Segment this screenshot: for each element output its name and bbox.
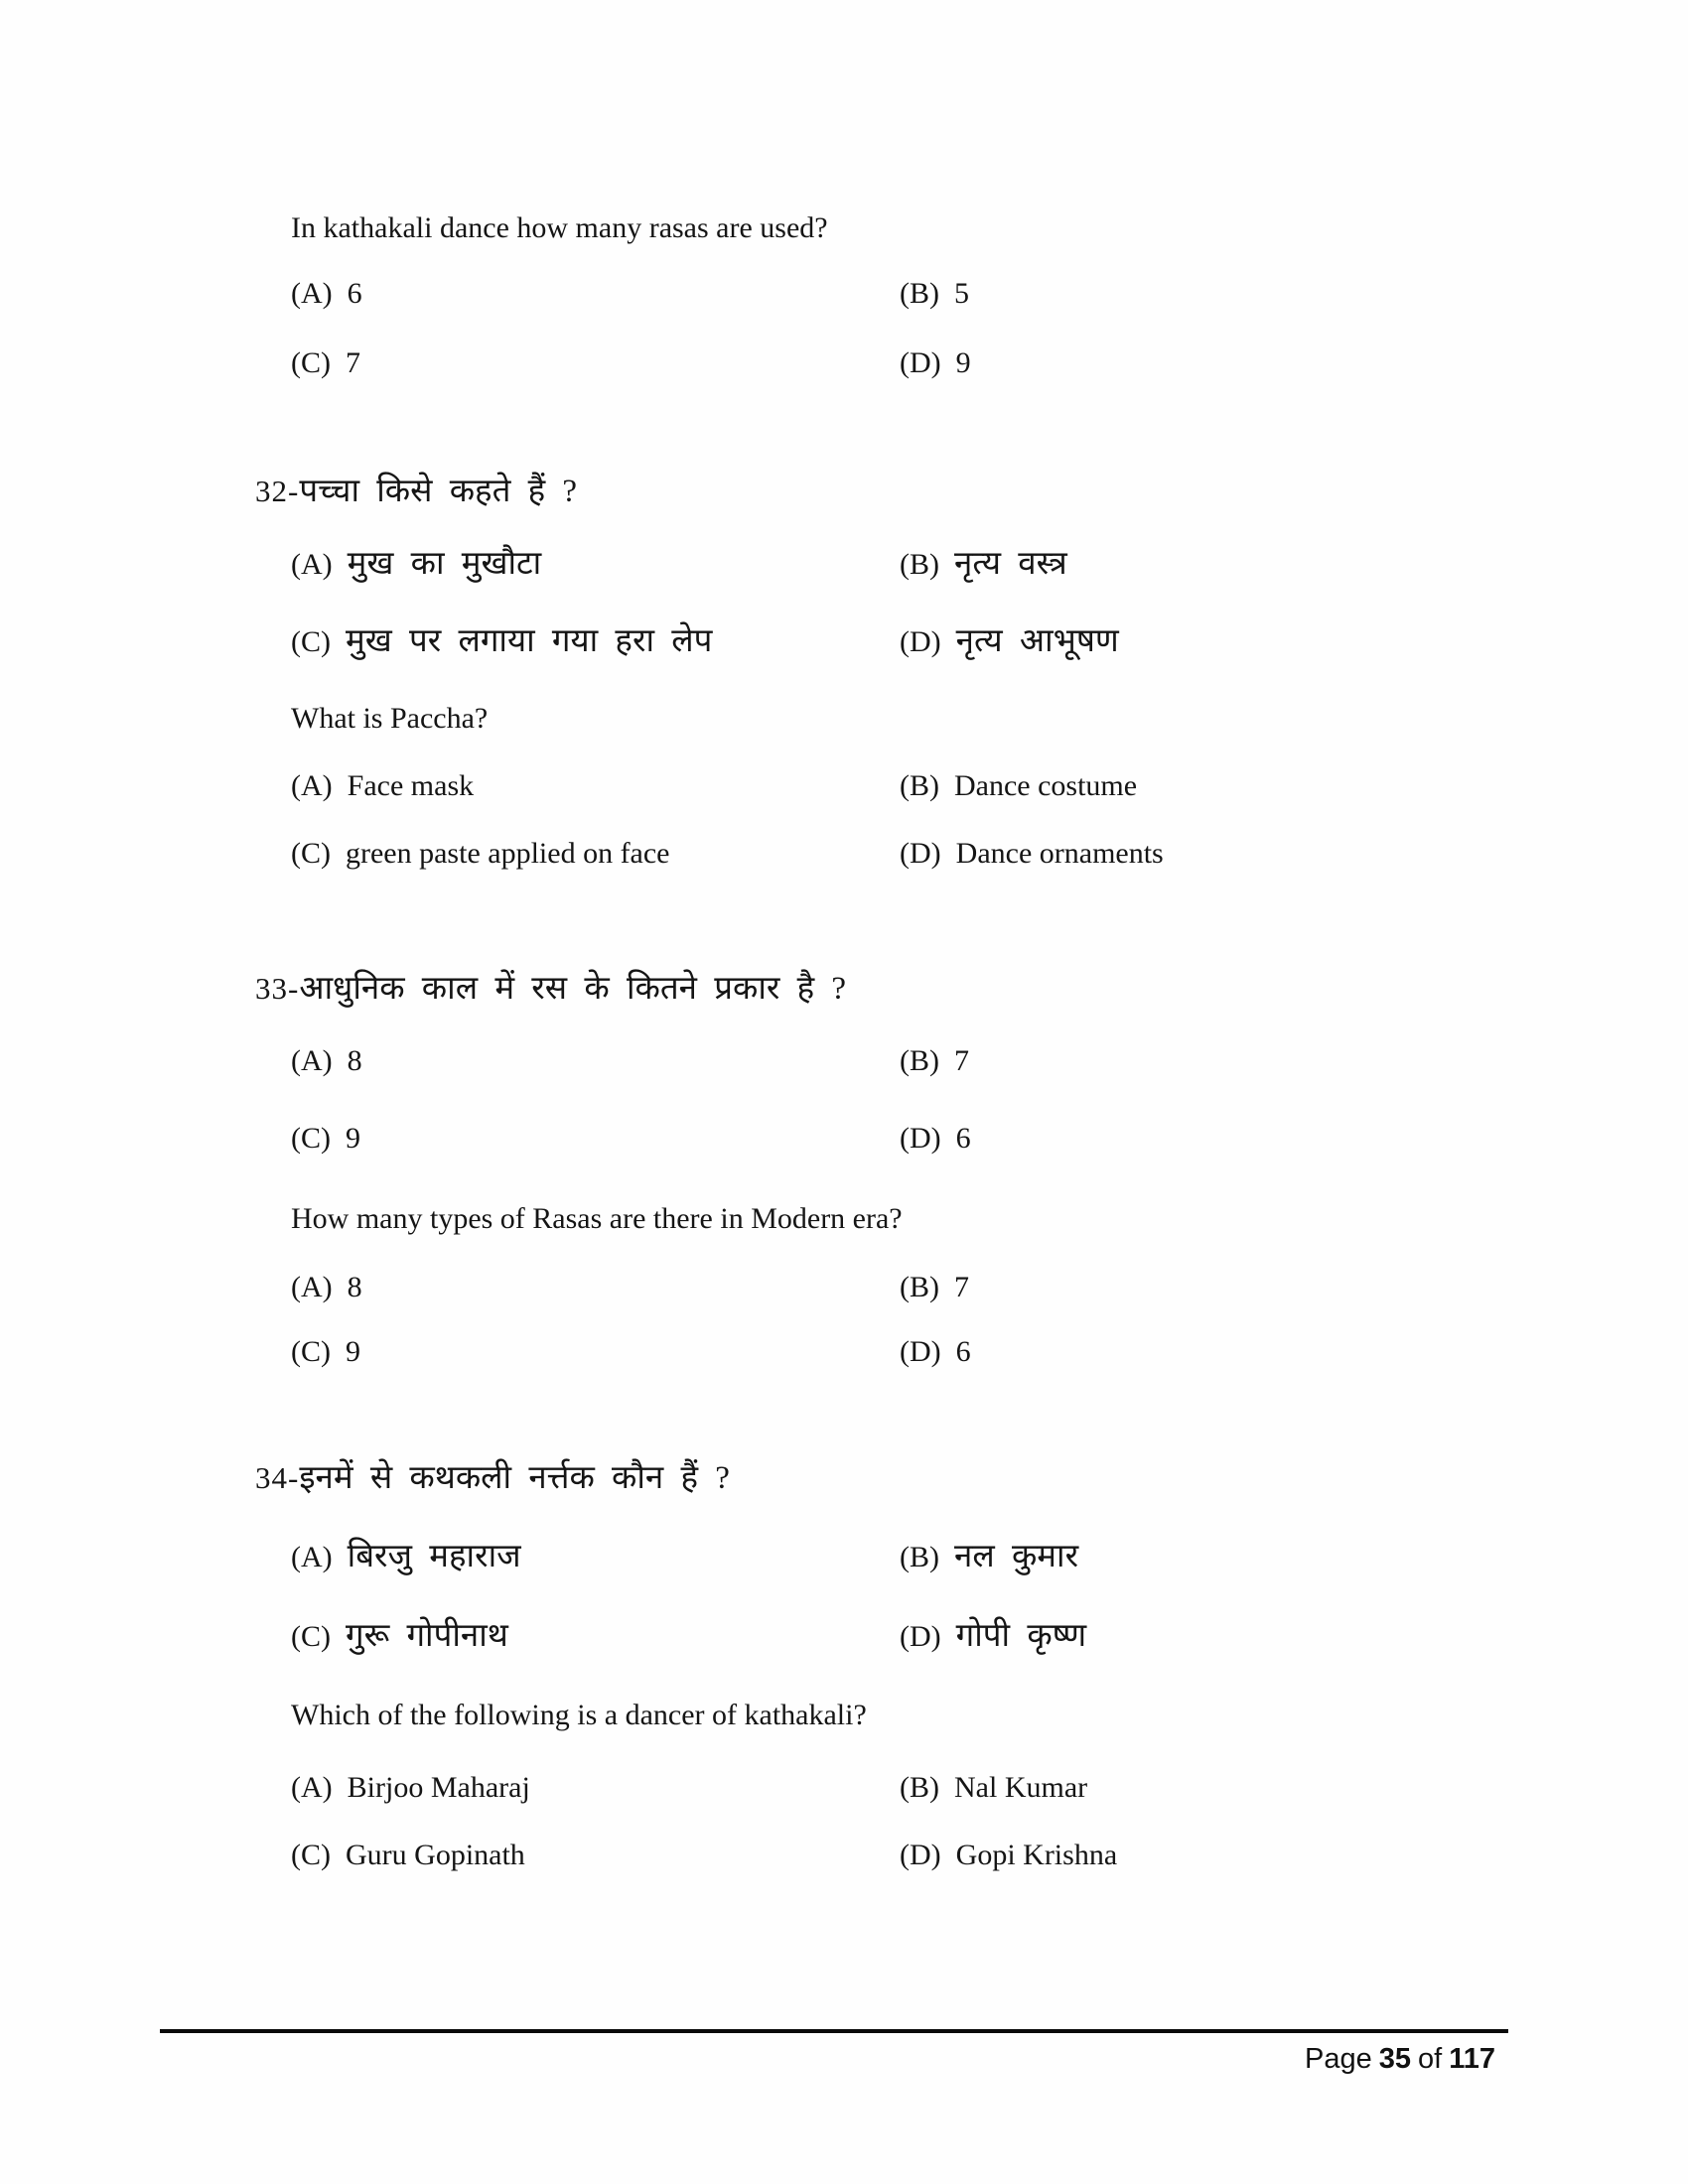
option-text: Dance costume bbox=[954, 769, 1138, 802]
option-text: 6 bbox=[347, 277, 362, 310]
option-label: (A) bbox=[291, 277, 333, 310]
question-32-hindi-option-row-1 bbox=[0, 545, 1688, 591]
of-label: of bbox=[1418, 2043, 1443, 2075]
question-33-english-option-row-2 bbox=[0, 1334, 1688, 1380]
option-text: Face mask bbox=[347, 769, 475, 802]
option-cell bbox=[291, 768, 474, 804]
option-text: Birjoo Maharaj bbox=[347, 1771, 530, 1804]
option-text: Nal Kumar bbox=[954, 1771, 1088, 1804]
option-text: 6 bbox=[955, 1122, 971, 1155]
option-cell bbox=[900, 1538, 1078, 1577]
option-label: (A) bbox=[291, 769, 333, 802]
option-cell bbox=[291, 622, 712, 662]
page-number bbox=[1305, 2043, 1495, 2076]
option-label: (A) bbox=[291, 1771, 333, 1804]
option-cell bbox=[900, 345, 971, 381]
option-cell bbox=[291, 1121, 360, 1157]
option-label: (D) bbox=[900, 1620, 941, 1653]
option-cell bbox=[291, 345, 360, 381]
option-text: नल कुमार bbox=[954, 1539, 1079, 1574]
question-34-english-option-row-2 bbox=[0, 1838, 1688, 1883]
question-33-hindi-option-row-1 bbox=[0, 1043, 1688, 1089]
option-cell bbox=[900, 622, 1119, 662]
option-label: (D) bbox=[900, 1839, 941, 1871]
option-text: 8 bbox=[347, 1271, 362, 1303]
option-text: 7 bbox=[346, 346, 360, 379]
question-31-text-english: In kathakali dance how many rasas are used? bbox=[291, 211, 828, 244]
option-text: 8 bbox=[347, 1044, 362, 1077]
option-cell bbox=[291, 1043, 362, 1079]
question-34-hindi-option-row-1 bbox=[0, 1538, 1688, 1583]
option-cell bbox=[900, 545, 1067, 585]
question-32-hindi-option-row-2 bbox=[0, 622, 1688, 668]
option-text: Gopi Krishna bbox=[955, 1839, 1118, 1871]
option-label: (B) bbox=[900, 1771, 939, 1804]
option-cell bbox=[900, 1043, 969, 1079]
option-label: (B) bbox=[900, 1541, 939, 1573]
option-label: (A) bbox=[291, 1044, 333, 1077]
question-31-option-row-2 bbox=[0, 345, 1688, 391]
option-text: नृत्य वस्त्र bbox=[954, 546, 1067, 582]
option-text: 9 bbox=[346, 1122, 360, 1155]
option-text: Guru Gopinath bbox=[346, 1839, 525, 1871]
question-33-hindi-option-row-2 bbox=[0, 1121, 1688, 1166]
option-cell bbox=[900, 1838, 1117, 1873]
option-text: मुख का मुखौटा bbox=[347, 546, 542, 582]
question-32-english-option-row-1 bbox=[0, 768, 1688, 814]
page-label: Page bbox=[1305, 2043, 1372, 2075]
option-text: Dance ornaments bbox=[955, 837, 1164, 870]
option-text: green paste applied on face bbox=[346, 837, 670, 870]
option-label: (D) bbox=[900, 837, 941, 870]
question-34-title bbox=[255, 1453, 730, 1498]
option-text: मुख पर लगाया गया हरा लेप bbox=[346, 623, 713, 659]
option-text: 5 bbox=[954, 277, 969, 310]
option-text: 9 bbox=[955, 346, 971, 379]
option-label: (A) bbox=[291, 548, 333, 581]
question-text-hindi: आधुनिक काल में रस के कितने प्रकार है ? bbox=[299, 971, 847, 1007]
option-label: (A) bbox=[291, 1271, 333, 1303]
option-label: (B) bbox=[900, 769, 939, 802]
option-cell bbox=[291, 1770, 530, 1806]
question-33-english-option-row-1 bbox=[0, 1270, 1688, 1315]
question-32-text-english: What is Paccha? bbox=[291, 702, 489, 735]
option-label: (B) bbox=[900, 548, 939, 581]
option-label: (D) bbox=[900, 1122, 941, 1155]
option-label: (D) bbox=[900, 625, 941, 658]
option-cell bbox=[291, 276, 362, 312]
option-label: (B) bbox=[900, 1271, 939, 1303]
option-cell bbox=[900, 1270, 969, 1305]
option-text: 7 bbox=[954, 1271, 969, 1303]
option-cell bbox=[900, 836, 1164, 872]
option-cell bbox=[900, 1617, 1086, 1657]
option-text: 9 bbox=[346, 1335, 360, 1368]
option-label: (D) bbox=[900, 346, 941, 379]
option-cell bbox=[291, 836, 670, 872]
question-34-english-option-row-1 bbox=[0, 1770, 1688, 1816]
option-cell bbox=[291, 1838, 525, 1873]
option-label: (C) bbox=[291, 1335, 331, 1368]
question-number: 33- bbox=[255, 971, 300, 1006]
option-text: गुरू गोपीनाथ bbox=[346, 1618, 508, 1654]
option-label: (B) bbox=[900, 277, 939, 310]
option-cell bbox=[900, 768, 1137, 804]
option-label: (B) bbox=[900, 1044, 939, 1077]
option-label: (C) bbox=[291, 625, 331, 658]
footer-rule bbox=[160, 2029, 1508, 2033]
option-cell bbox=[900, 1334, 971, 1370]
option-label: (C) bbox=[291, 837, 331, 870]
question-text-hindi: पच्चा किसे कहते हैं ? bbox=[299, 474, 578, 509]
option-text: 7 bbox=[954, 1044, 969, 1077]
option-label: (C) bbox=[291, 1839, 331, 1871]
option-text: 6 bbox=[955, 1335, 971, 1368]
option-label: (C) bbox=[291, 346, 331, 379]
option-cell bbox=[291, 1334, 360, 1370]
option-cell bbox=[291, 1270, 362, 1305]
option-cell bbox=[291, 545, 541, 585]
option-label: (C) bbox=[291, 1122, 331, 1155]
question-34-text-english: Which of the following is a dancer of kathakali? bbox=[291, 1699, 867, 1731]
question-33-text-english: How many types of Rasas are there in Modern era? bbox=[291, 1202, 903, 1235]
page-number-total: 117 bbox=[1449, 2043, 1495, 2075]
option-cell bbox=[291, 1617, 508, 1657]
option-label: (D) bbox=[900, 1335, 941, 1368]
page-number-current: 35 bbox=[1378, 2043, 1412, 2075]
option-cell bbox=[900, 1121, 971, 1157]
question-number: 32- bbox=[255, 474, 300, 508]
option-text: नृत्य आभूषण bbox=[955, 623, 1119, 659]
option-cell bbox=[291, 1538, 521, 1577]
question-34-hindi-option-row-2 bbox=[0, 1617, 1688, 1663]
option-cell bbox=[900, 1770, 1087, 1806]
question-number: 34- bbox=[255, 1460, 300, 1495]
option-text: गोपी कृष्ण bbox=[955, 1618, 1087, 1654]
option-label: (A) bbox=[291, 1541, 333, 1573]
option-text: बिरजु महाराज bbox=[347, 1539, 521, 1574]
question-31-option-row-1 bbox=[0, 276, 1688, 322]
question-33-title bbox=[255, 964, 846, 1009]
question-32-english-option-row-2 bbox=[0, 836, 1688, 882]
option-cell bbox=[900, 276, 969, 312]
question-32-title bbox=[255, 467, 577, 511]
option-label: (C) bbox=[291, 1620, 331, 1653]
question-text-hindi: इनमें से कथकली नर्त्तक कौन हैं ? bbox=[299, 1460, 730, 1496]
